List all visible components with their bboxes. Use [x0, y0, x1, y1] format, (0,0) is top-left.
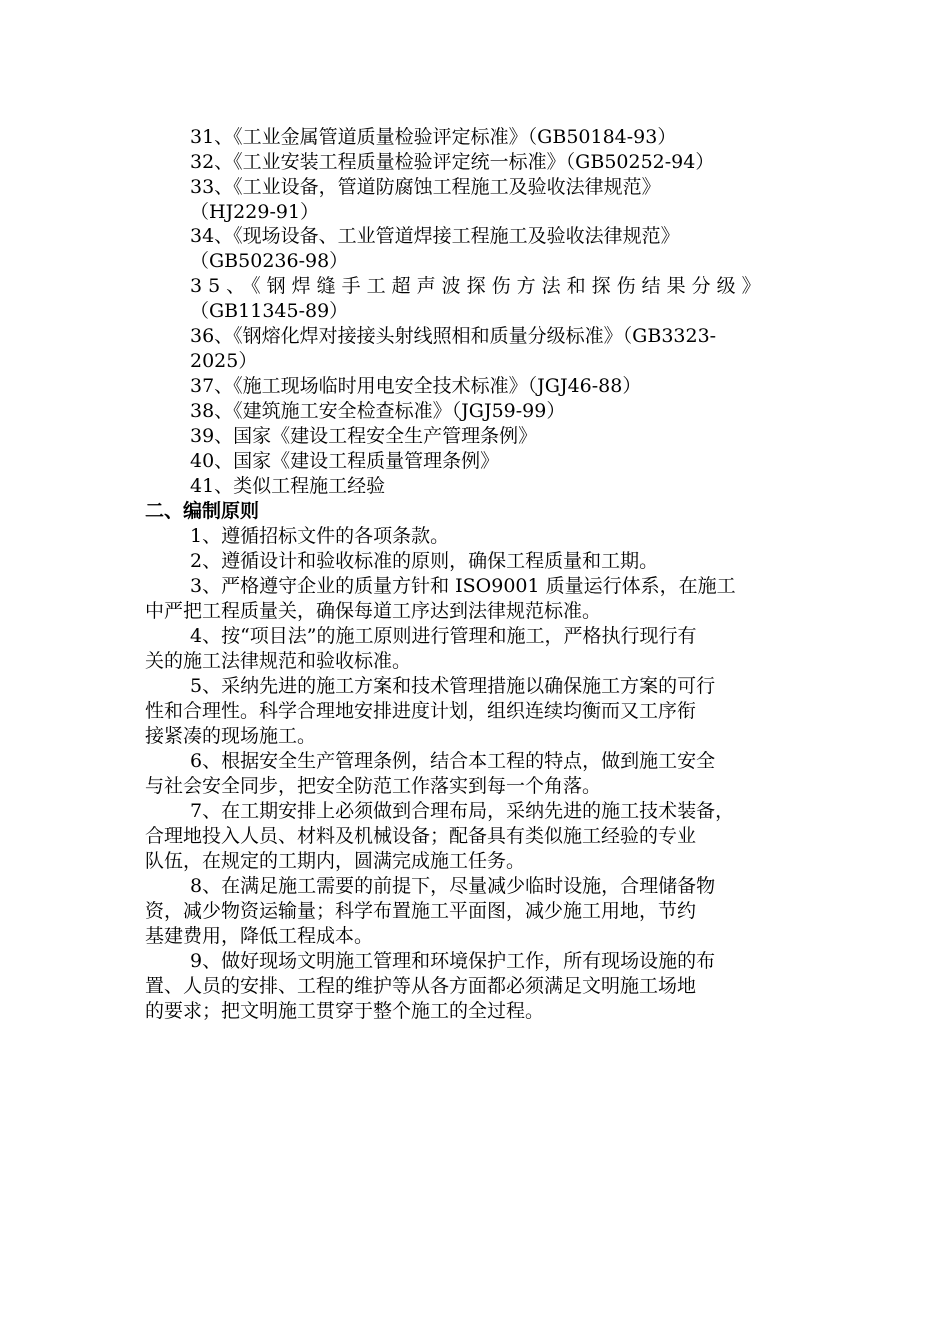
principle-6-cont: 与社会安全同步，把安全防范工作落实到每一个角落。	[145, 775, 602, 797]
reference-item-39: 39、国家《建设工程安全生产管理条例》	[190, 425, 538, 447]
principle-6: 6、根据安全生产管理条例，结合本工程的特点，做到施工安全	[190, 750, 716, 772]
principle-1: 1、遵循招标文件的各项条款。	[190, 525, 450, 547]
principle-3-cont: 中严把工程质量关，确保每道工序达到法律规范标准。	[145, 600, 602, 622]
principle-8: 8、在满足施工需要的前提下，尽量减少临时设施，合理储备物	[190, 875, 716, 897]
principle-7-cont-2: 队伍，在规定的工期内，圆满完成施工任务。	[145, 850, 526, 872]
principle-9: 9、做好现场文明施工管理和环境保护工作，所有现场设施的布	[190, 950, 716, 972]
principle-7: 7、在工期安排上必须做到合理布局，采纳先进的施工技术装备，	[190, 800, 735, 822]
principle-5-cont-2: 接紧凑的现场施工。	[145, 725, 317, 747]
reference-item-36: 36、《钢熔化焊对接接头射线照相和质量分级标准》（GB3323-	[190, 325, 717, 347]
principle-3: 3、严格遵守企业的质量方针和 ISO9001 质量运行体系，在施工	[190, 575, 736, 597]
reference-item-31: 31、《工业金属管道质量检验评定标准》（GB50184-93）	[190, 126, 677, 148]
reference-item-33-code: （HJ229-91）	[190, 201, 320, 223]
reference-item-34: 34、《现场设备、工业管道焊接工程施工及验收法律规范》	[190, 225, 680, 247]
principle-8-cont-2: 基建费用，降低工程成本。	[145, 925, 374, 947]
reference-item-34-code: （GB50236-98）	[190, 250, 349, 272]
reference-item-37: 37、《施工现场临时用电安全技术标准》（JGJ46-88）	[190, 375, 642, 397]
principle-8-cont-1: 资，减少物资运输量；科学布置施工平面图，减少施工用地，节约	[145, 900, 697, 922]
reference-item-41: 41、类似工程施工经验	[190, 475, 386, 497]
reference-item-40: 40、国家《建设工程质量管理条例》	[190, 450, 500, 472]
principle-5-cont-1: 性和合理性。科学合理地安排进度计划，组织连续均衡而又工序衔	[145, 700, 697, 722]
reference-item-38: 38、《建筑施工安全检查标准》（JGJ59-99）	[190, 400, 566, 422]
reference-item-35: 35、《钢焊缝手工超声波探伤方法和探伤结果分级》	[190, 275, 767, 297]
principle-5: 5、采纳先进的施工方案和技术管理措施以确保施工方案的可行	[190, 675, 716, 697]
principle-7-cont-1: 合理地投入人员、材料及机械设备；配备具有类似施工经验的专业	[145, 825, 697, 847]
principle-9-cont-2: 的要求；把文明施工贯穿于整个施工的全过程。	[145, 1000, 545, 1022]
principle-4-cont: 关的施工法律规范和验收标准。	[145, 650, 412, 672]
section-heading: 二、编制原则	[145, 500, 260, 522]
reference-item-33: 33、《工业设备，管道防腐蚀工程施工及验收法律规范》	[190, 176, 661, 198]
reference-item-36-code: 2025）	[190, 350, 258, 372]
reference-item-35-code: （GB11345-89）	[190, 300, 349, 322]
principle-2: 2、遵循设计和验收标准的原则，确保工程质量和工期。	[190, 550, 659, 572]
principle-9-cont-1: 置、人员的安排、工程的维护等从各方面都必须满足文明施工场地	[145, 975, 697, 997]
reference-item-32: 32、《工业安装工程质量检验评定统一标准》（GB50252-94）	[190, 151, 715, 173]
principle-4: 4、按“项目法”的施工原则进行管理和施工，严格执行现行有	[190, 625, 697, 647]
